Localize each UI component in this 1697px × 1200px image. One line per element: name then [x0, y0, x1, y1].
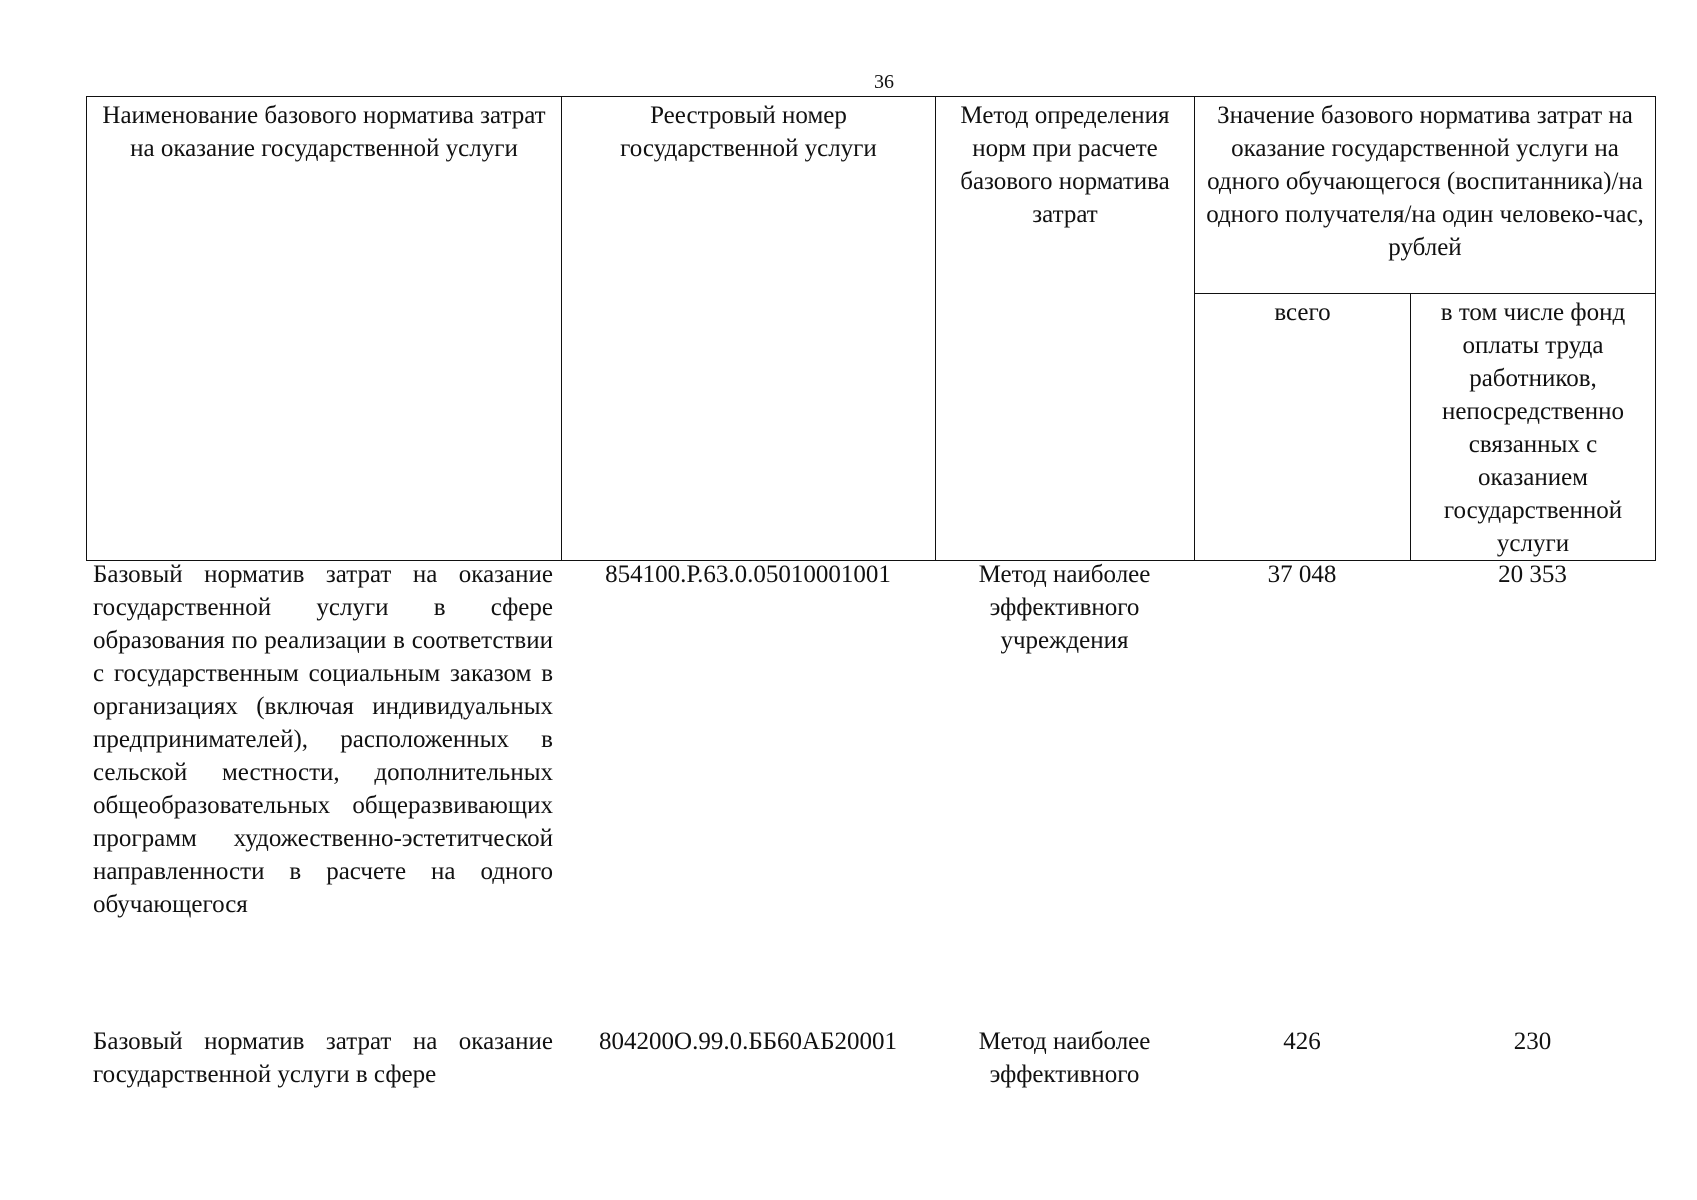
row-wage: 20 353: [1498, 561, 1567, 588]
header-col-registry: Реестровый номер государственной услуги: [562, 97, 936, 561]
row-registry: 854100.Р.63.0.05010001001: [605, 561, 891, 588]
row-total: 37 048: [1267, 561, 1337, 588]
row-method: Метод наиболее эффективного учреждения: [978, 561, 1151, 654]
table-row: [86, 556, 1655, 1023]
table-row: [86, 1023, 1655, 1145]
row-registry: 804200О.99.0.ББ60АБ20001: [599, 1028, 897, 1055]
header-col-method: Метод определения норм при расчете базового норматива затрат: [936, 97, 1195, 561]
row-method: Метод наиболее эффективного: [978, 1028, 1151, 1088]
header-col-wage: в том числе фонд оплаты труда работников, непосредственно связанных с оказанием государственной услуги: [1411, 294, 1656, 561]
table-header: [86, 96, 1656, 561]
header-col-value: Значение базового норматива затрат на оказание государственной услуги на одного обучающегося (воспитанника)/на одного получателя/на один человеко-час, рублей: [1195, 97, 1656, 294]
header-col-name: Наименование базового норматива затрат на оказание государственной услуги: [87, 97, 562, 561]
page-number: 36: [874, 71, 894, 93]
row-total: 426: [1283, 1028, 1321, 1055]
table-body: [86, 556, 1655, 1145]
row-wage: 230: [1513, 1028, 1552, 1055]
row-name: Базовый норматив затрат на оказание государственной услуги в сфере образования по реализации в соответствии с государственным социальным заказом в организациях (включая индивидуальных предпринимателей), расположенных в сельской местности, дополнительных общеобразовательных общеразвивающих программ художественно-эстетитческой направленности в расчете на одного обучающегося: [93, 561, 553, 918]
row-name: Базовый норматив затрат на оказание государственной услуги в сфере: [93, 1028, 553, 1088]
header-col-total: всего: [1195, 294, 1411, 561]
